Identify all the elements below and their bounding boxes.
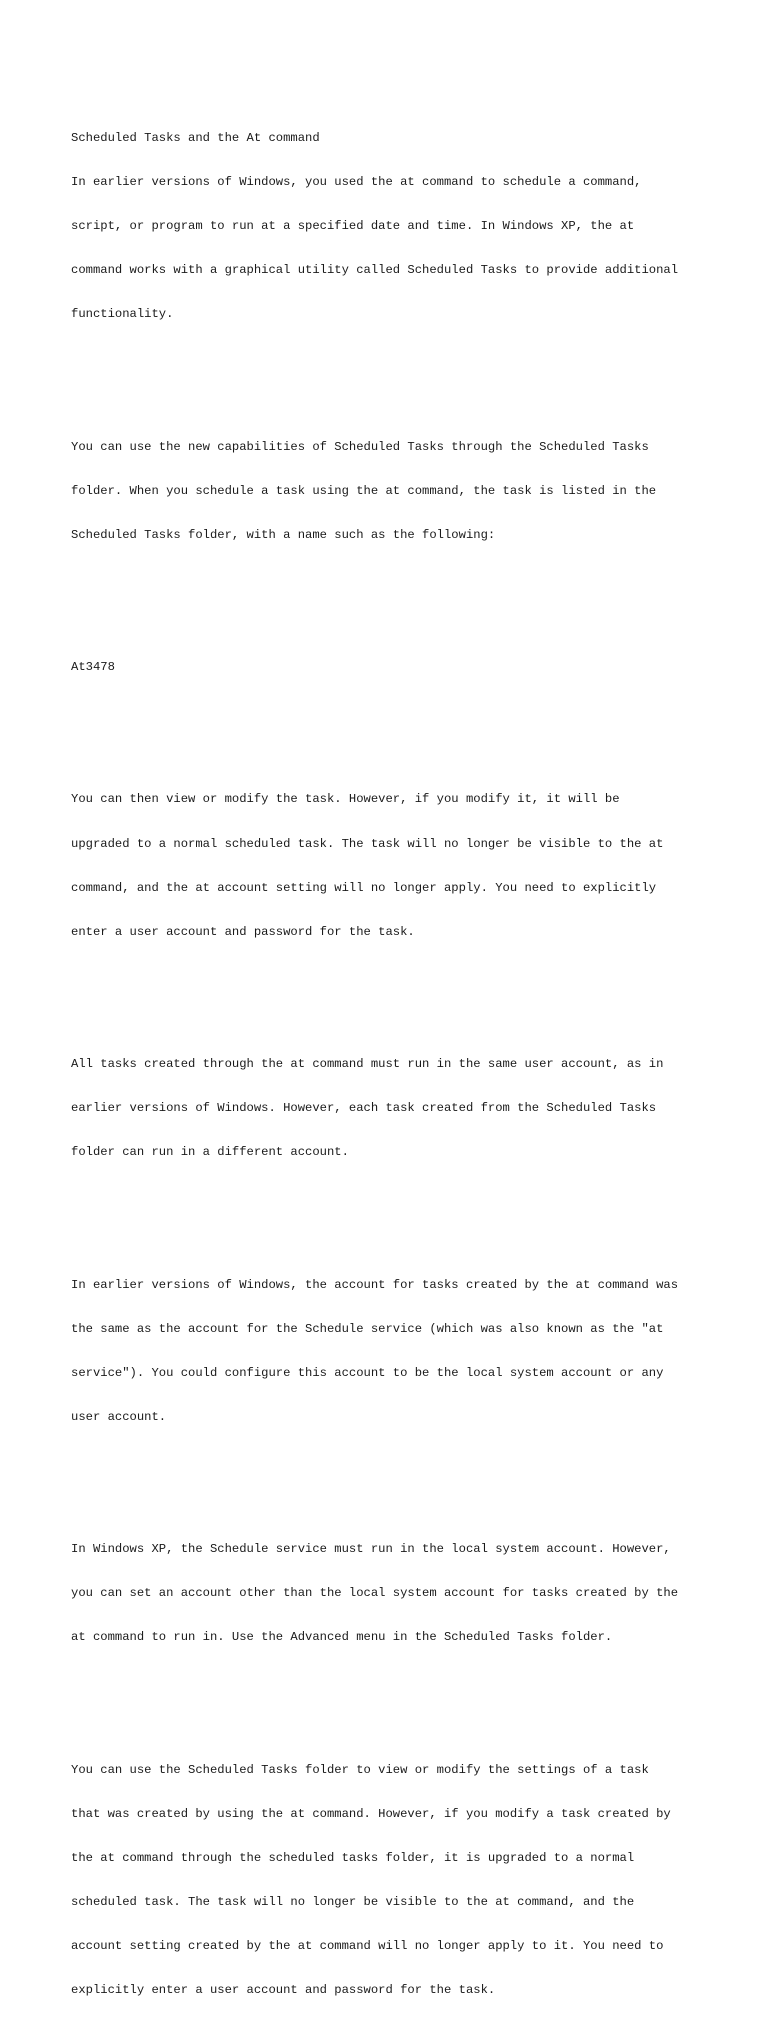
text-line: script, or program to run at a specified date and time. In Windows XP, the at: [71, 219, 635, 234]
text-line: upgraded to a normal scheduled task. The task will no longer be visible to the at: [71, 836, 664, 851]
paragraph-3-example: [71, 631, 731, 705]
paragraph-5: [71, 1028, 731, 1190]
text-line: service"). You could configure this account to be the local system account or any: [71, 1365, 664, 1380]
text-line: command works with a graphical utility called Scheduled Tasks to provide additional: [71, 263, 679, 278]
text-line: you can set an account other than the local system account for tasks created by the: [71, 1586, 679, 1601]
text-line: earlier versions of Windows. However, each task created from the Scheduled Tasks: [71, 1101, 657, 1116]
text-line: You can use the Scheduled Tasks folder to view or modify the settings of a task: [71, 1762, 649, 1777]
document-title: Scheduled Tasks and the At command: [71, 130, 320, 145]
text-line: enter a user account and password for the task.: [71, 924, 415, 939]
text-line: scheduled task. The task will no longer be visible to the at command, and the: [71, 1895, 635, 1910]
text-line: account setting created by the at command will no longer apply to it. You need to: [71, 1939, 664, 1954]
text-line: You can then view or modify the task. However, if you modify it, it will be: [71, 792, 620, 807]
text-line: user account.: [71, 1409, 167, 1424]
example-task-name: At3478: [71, 660, 115, 675]
text-line: at command to run in. Use the Advanced menu in the Scheduled Tasks folder.: [71, 1630, 613, 1645]
text-line: You can use the new capabilities of Scheduled Tasks through the Scheduled Tasks: [71, 439, 649, 454]
paragraph-4: [71, 763, 731, 969]
document-page: [71, 72, 731, 2042]
text-line: Scheduled Tasks folder, with a name such as the following:: [71, 527, 496, 542]
text-line: In Windows XP, the Schedule service must run in the local system account. However,: [71, 1542, 671, 1557]
paragraph-7: [71, 1513, 731, 1675]
text-line: functionality.: [71, 307, 174, 322]
text-line: All tasks created through the at command must run in the same user account, as in: [71, 1057, 664, 1072]
text-line: In earlier versions of Windows, the account for tasks created by the at command was: [71, 1277, 679, 1292]
paragraph-2: [71, 410, 731, 572]
text-line: the at command through the scheduled tasks folder, it is upgraded to a normal: [71, 1850, 635, 1865]
text-line: explicitly enter a user account and password for the task.: [71, 1983, 496, 1998]
paragraph-1: [71, 101, 731, 351]
text-line: that was created by using the at command. However, if you modify a task created by: [71, 1806, 671, 1821]
text-line: folder. When you schedule a task using the at command, the task is listed in the: [71, 483, 657, 498]
text-line: folder can run in a different account.: [71, 1145, 349, 1160]
paragraph-6: [71, 1248, 731, 1454]
text-line: In earlier versions of Windows, you used the at command to schedule a command,: [71, 174, 642, 189]
text-line: command, and the at account setting will no longer apply. You need to explicitly: [71, 880, 657, 895]
text-line: the same as the account for the Schedule service (which was also known as the "at: [71, 1321, 664, 1336]
paragraph-8: [71, 1733, 731, 2027]
